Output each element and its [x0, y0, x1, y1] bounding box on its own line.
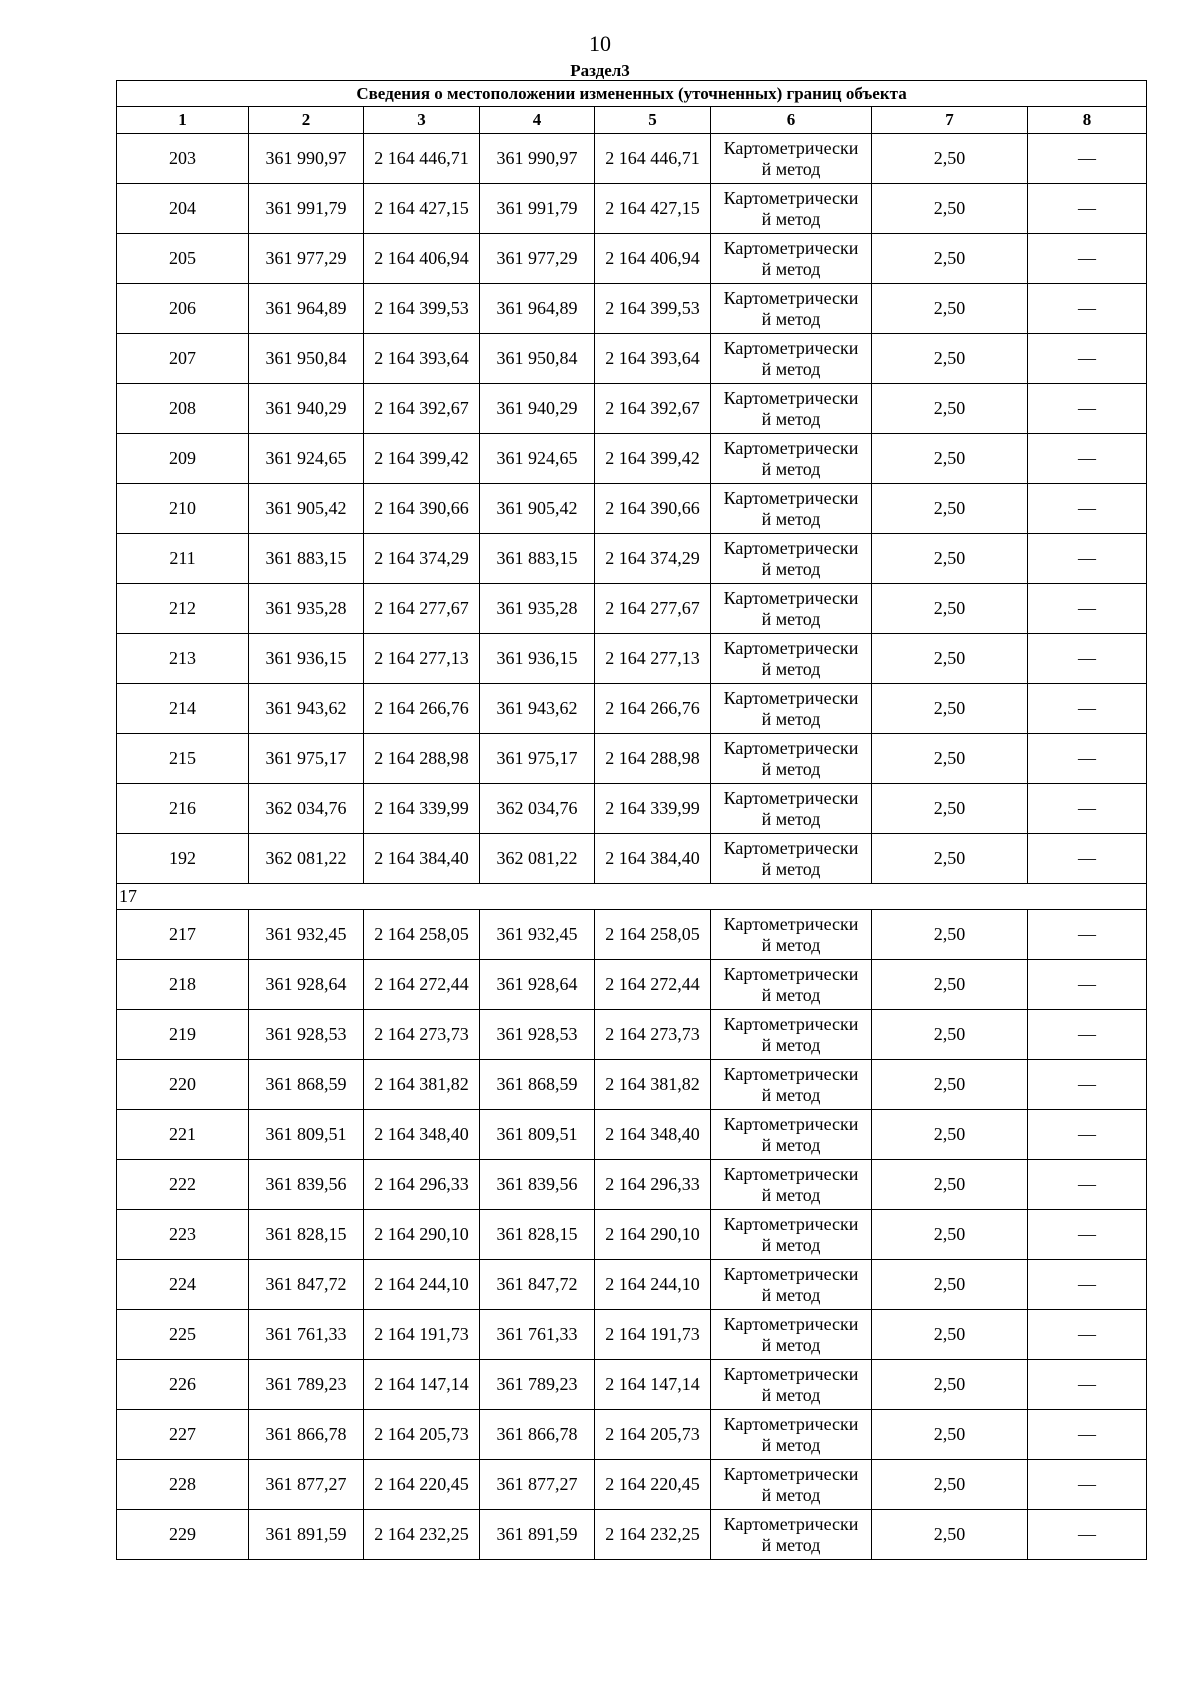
accuracy-cell: 2,50 — [872, 534, 1028, 584]
accuracy-cell: 2,50 — [872, 1310, 1028, 1360]
point-number-cell: 210 — [117, 484, 249, 534]
x-new-cell: 361 789,23 — [480, 1360, 595, 1410]
y-new-cell: 2 164 232,25 — [595, 1510, 711, 1560]
column-number: 8 — [1028, 107, 1147, 134]
note-cell: — — [1028, 1410, 1147, 1460]
note-cell: — — [1028, 434, 1147, 484]
accuracy-cell: 2,50 — [872, 1060, 1028, 1110]
point-number-cell: 211 — [117, 534, 249, 584]
method-cell: Картометрически й метод — [711, 1010, 872, 1060]
column-number: 6 — [711, 107, 872, 134]
x-old-cell: 361 928,64 — [249, 960, 364, 1010]
y-old-cell: 2 164 392,67 — [364, 384, 480, 434]
x-new-cell: 361 877,27 — [480, 1460, 595, 1510]
x-new-cell: 361 964,89 — [480, 284, 595, 334]
table-caption-row — [117, 81, 1147, 107]
x-old-cell: 361 883,15 — [249, 534, 364, 584]
point-number-cell: 192 — [117, 834, 249, 884]
point-number-cell: 205 — [117, 234, 249, 284]
table-row — [117, 334, 1147, 384]
point-number-cell: 227 — [117, 1410, 249, 1460]
accuracy-cell: 2,50 — [872, 1110, 1028, 1160]
table-row — [117, 1160, 1147, 1210]
table-row — [117, 634, 1147, 684]
y-new-cell: 2 164 406,94 — [595, 234, 711, 284]
point-number-cell: 219 — [117, 1010, 249, 1060]
table-row — [117, 834, 1147, 884]
x-old-cell: 361 828,15 — [249, 1210, 364, 1260]
table-row — [117, 234, 1147, 284]
method-cell: Картометрически й метод — [711, 134, 872, 184]
x-old-cell: 361 809,51 — [249, 1110, 364, 1160]
point-number-cell: 224 — [117, 1260, 249, 1310]
note-cell: — — [1028, 1510, 1147, 1560]
y-new-cell: 2 164 348,40 — [595, 1110, 711, 1160]
accuracy-cell: 2,50 — [872, 484, 1028, 534]
table-body-block-1 — [117, 134, 1147, 884]
note-cell: — — [1028, 734, 1147, 784]
y-old-cell: 2 164 290,10 — [364, 1210, 480, 1260]
x-new-cell: 361 975,17 — [480, 734, 595, 784]
y-old-cell: 2 164 384,40 — [364, 834, 480, 884]
method-cell: Картометрически й метод — [711, 1060, 872, 1110]
x-new-cell: 361 940,29 — [480, 384, 595, 434]
table-row — [117, 684, 1147, 734]
table-row — [117, 134, 1147, 184]
x-old-cell: 361 868,59 — [249, 1060, 364, 1110]
x-old-cell: 361 924,65 — [249, 434, 364, 484]
note-cell: — — [1028, 1210, 1147, 1260]
point-number-cell: 220 — [117, 1060, 249, 1110]
y-old-cell: 2 164 147,14 — [364, 1360, 480, 1410]
y-new-cell: 2 164 266,76 — [595, 684, 711, 734]
point-number-cell: 212 — [117, 584, 249, 634]
note-cell: — — [1028, 234, 1147, 284]
x-old-cell: 361 935,28 — [249, 584, 364, 634]
accuracy-cell: 2,50 — [872, 434, 1028, 484]
y-old-cell: 2 164 406,94 — [364, 234, 480, 284]
x-new-cell: 362 081,22 — [480, 834, 595, 884]
x-new-cell: 361 828,15 — [480, 1210, 595, 1260]
note-cell: — — [1028, 960, 1147, 1010]
x-new-cell: 361 868,59 — [480, 1060, 595, 1110]
table-row — [117, 910, 1147, 960]
y-old-cell: 2 164 266,76 — [364, 684, 480, 734]
y-new-cell: 2 164 399,53 — [595, 284, 711, 334]
note-cell: — — [1028, 134, 1147, 184]
column-number: 4 — [480, 107, 595, 134]
method-cell: Картометрически й метод — [711, 584, 872, 634]
x-new-cell: 361 932,45 — [480, 910, 595, 960]
table-row — [117, 184, 1147, 234]
table-row — [117, 534, 1147, 584]
note-cell: — — [1028, 184, 1147, 234]
note-cell: — — [1028, 1060, 1147, 1110]
table-row — [117, 734, 1147, 784]
y-new-cell: 2 164 277,67 — [595, 584, 711, 634]
x-new-cell: 361 839,56 — [480, 1160, 595, 1210]
x-old-cell: 361 990,97 — [249, 134, 364, 184]
point-number-cell: 218 — [117, 960, 249, 1010]
point-number-cell: 222 — [117, 1160, 249, 1210]
accuracy-cell: 2,50 — [872, 1210, 1028, 1260]
x-old-cell: 361 866,78 — [249, 1410, 364, 1460]
point-number-cell: 216 — [117, 784, 249, 834]
table-row — [117, 284, 1147, 334]
y-old-cell: 2 164 339,99 — [364, 784, 480, 834]
x-new-cell: 361 928,53 — [480, 1010, 595, 1060]
x-old-cell: 361 789,23 — [249, 1360, 364, 1410]
y-old-cell: 2 164 399,53 — [364, 284, 480, 334]
y-new-cell: 2 164 191,73 — [595, 1310, 711, 1360]
point-number-cell: 206 — [117, 284, 249, 334]
y-new-cell: 2 164 220,45 — [595, 1460, 711, 1510]
x-new-cell: 361 866,78 — [480, 1410, 595, 1460]
y-old-cell: 2 164 244,10 — [364, 1260, 480, 1310]
y-new-cell: 2 164 393,64 — [595, 334, 711, 384]
point-number-cell: 204 — [117, 184, 249, 234]
x-new-cell: 361 883,15 — [480, 534, 595, 584]
accuracy-cell: 2,50 — [872, 134, 1028, 184]
method-cell: Картометрически й метод — [711, 184, 872, 234]
y-new-cell: 2 164 392,67 — [595, 384, 711, 434]
x-new-cell: 361 977,29 — [480, 234, 595, 284]
y-old-cell: 2 164 205,73 — [364, 1410, 480, 1460]
table-caption: Сведения о местоположении измененных (уточненных) границ объекта — [117, 81, 1147, 107]
accuracy-cell: 2,50 — [872, 1460, 1028, 1510]
accuracy-cell: 2,50 — [872, 1510, 1028, 1560]
x-new-cell: 361 943,62 — [480, 684, 595, 734]
accuracy-cell: 2,50 — [872, 1010, 1028, 1060]
column-number-row — [117, 107, 1147, 134]
y-new-cell: 2 164 381,82 — [595, 1060, 711, 1110]
note-cell: — — [1028, 910, 1147, 960]
x-old-cell: 361 964,89 — [249, 284, 364, 334]
x-old-cell: 361 977,29 — [249, 234, 364, 284]
method-cell: Картометрически й метод — [711, 1110, 872, 1160]
x-old-cell: 361 847,72 — [249, 1260, 364, 1310]
accuracy-cell: 2,50 — [872, 334, 1028, 384]
y-new-cell: 2 164 205,73 — [595, 1410, 711, 1460]
y-new-cell: 2 164 288,98 — [595, 734, 711, 784]
x-new-cell: 362 034,76 — [480, 784, 595, 834]
y-new-cell: 2 164 374,29 — [595, 534, 711, 584]
point-number-cell: 209 — [117, 434, 249, 484]
method-cell: Картометрически й метод — [711, 334, 872, 384]
y-old-cell: 2 164 374,29 — [364, 534, 480, 584]
method-cell: Картометрически й метод — [711, 734, 872, 784]
accuracy-cell: 2,50 — [872, 284, 1028, 334]
table-row — [117, 1460, 1147, 1510]
x-old-cell: 361 950,84 — [249, 334, 364, 384]
point-number-cell: 229 — [117, 1510, 249, 1560]
y-old-cell: 2 164 427,15 — [364, 184, 480, 234]
method-cell: Картометрически й метод — [711, 1160, 872, 1210]
point-number-cell: 228 — [117, 1460, 249, 1510]
table-row — [117, 1310, 1147, 1360]
x-old-cell: 361 877,27 — [249, 1460, 364, 1510]
y-new-cell: 2 164 290,10 — [595, 1210, 711, 1260]
y-new-cell: 2 164 273,73 — [595, 1010, 711, 1060]
note-cell: — — [1028, 684, 1147, 734]
table-row — [117, 1360, 1147, 1410]
accuracy-cell: 2,50 — [872, 1260, 1028, 1310]
note-cell: — — [1028, 1010, 1147, 1060]
x-old-cell: 361 891,59 — [249, 1510, 364, 1560]
accuracy-cell: 2,50 — [872, 734, 1028, 784]
column-number: 7 — [872, 107, 1028, 134]
accuracy-cell: 2,50 — [872, 784, 1028, 834]
point-number-cell: 214 — [117, 684, 249, 734]
method-cell: Картометрически й метод — [711, 434, 872, 484]
point-number-cell: 223 — [117, 1210, 249, 1260]
x-old-cell: 361 839,56 — [249, 1160, 364, 1210]
note-cell: — — [1028, 584, 1147, 634]
y-old-cell: 2 164 390,66 — [364, 484, 480, 534]
x-old-cell: 362 081,22 — [249, 834, 364, 884]
y-new-cell: 2 164 258,05 — [595, 910, 711, 960]
y-new-cell: 2 164 390,66 — [595, 484, 711, 534]
x-new-cell: 361 950,84 — [480, 334, 595, 384]
method-cell: Картометрически й метод — [711, 1510, 872, 1560]
point-number-cell: 225 — [117, 1310, 249, 1360]
x-new-cell: 361 905,42 — [480, 484, 595, 534]
table-row — [117, 784, 1147, 834]
y-old-cell: 2 164 258,05 — [364, 910, 480, 960]
method-cell: Картометрически й метод — [711, 1210, 872, 1260]
note-cell: — — [1028, 284, 1147, 334]
y-old-cell: 2 164 272,44 — [364, 960, 480, 1010]
group-label: 17 — [117, 884, 1147, 910]
x-new-cell: 361 924,65 — [480, 434, 595, 484]
note-cell: — — [1028, 484, 1147, 534]
x-old-cell: 361 928,53 — [249, 1010, 364, 1060]
y-old-cell: 2 164 393,64 — [364, 334, 480, 384]
y-old-cell: 2 164 399,42 — [364, 434, 480, 484]
x-new-cell: 361 847,72 — [480, 1260, 595, 1310]
y-new-cell: 2 164 296,33 — [595, 1160, 711, 1210]
point-number-cell: 213 — [117, 634, 249, 684]
method-cell: Картометрически й метод — [711, 1360, 872, 1410]
table-row — [117, 1060, 1147, 1110]
x-old-cell: 362 034,76 — [249, 784, 364, 834]
x-new-cell: 361 891,59 — [480, 1510, 595, 1560]
y-old-cell: 2 164 446,71 — [364, 134, 480, 184]
note-cell: — — [1028, 784, 1147, 834]
y-old-cell: 2 164 288,98 — [364, 734, 480, 784]
y-new-cell: 2 164 399,42 — [595, 434, 711, 484]
method-cell: Картометрически й метод — [711, 484, 872, 534]
point-number-cell: 207 — [117, 334, 249, 384]
x-old-cell: 361 936,15 — [249, 634, 364, 684]
table-row — [117, 1010, 1147, 1060]
accuracy-cell: 2,50 — [872, 834, 1028, 884]
table-row — [117, 1410, 1147, 1460]
note-cell: — — [1028, 534, 1147, 584]
method-cell: Картометрически й метод — [711, 634, 872, 684]
y-old-cell: 2 164 191,73 — [364, 1310, 480, 1360]
note-cell: — — [1028, 1110, 1147, 1160]
accuracy-cell: 2,50 — [872, 960, 1028, 1010]
note-cell: — — [1028, 334, 1147, 384]
x-old-cell: 361 905,42 — [249, 484, 364, 534]
x-new-cell: 361 935,28 — [480, 584, 595, 634]
accuracy-cell: 2,50 — [872, 684, 1028, 734]
note-cell: — — [1028, 1310, 1147, 1360]
x-new-cell: 361 991,79 — [480, 184, 595, 234]
y-old-cell: 2 164 232,25 — [364, 1510, 480, 1560]
accuracy-cell: 2,50 — [872, 584, 1028, 634]
table-row — [117, 1110, 1147, 1160]
y-old-cell: 2 164 273,73 — [364, 1010, 480, 1060]
column-number: 2 — [249, 107, 364, 134]
y-old-cell: 2 164 277,67 — [364, 584, 480, 634]
accuracy-cell: 2,50 — [872, 234, 1028, 284]
note-cell: — — [1028, 384, 1147, 434]
section-title: Раздел3 — [570, 61, 630, 80]
method-cell: Картометрически й метод — [711, 384, 872, 434]
point-number-cell: 215 — [117, 734, 249, 784]
y-new-cell: 2 164 446,71 — [595, 134, 711, 184]
column-number: 1 — [117, 107, 249, 134]
y-old-cell: 2 164 381,82 — [364, 1060, 480, 1110]
y-new-cell: 2 164 147,14 — [595, 1360, 711, 1410]
table-row — [117, 484, 1147, 534]
x-new-cell: 361 928,64 — [480, 960, 595, 1010]
table-row — [117, 1510, 1147, 1560]
method-cell: Картометрически й метод — [711, 234, 872, 284]
y-old-cell: 2 164 296,33 — [364, 1160, 480, 1210]
accuracy-cell: 2,50 — [872, 1160, 1028, 1210]
accuracy-cell: 2,50 — [872, 184, 1028, 234]
method-cell: Картометрически й метод — [711, 910, 872, 960]
x-old-cell: 361 940,29 — [249, 384, 364, 434]
accuracy-cell: 2,50 — [872, 634, 1028, 684]
x-old-cell: 361 761,33 — [249, 1310, 364, 1360]
table-body-block-2 — [117, 910, 1147, 1560]
page-number: 10 — [589, 31, 611, 56]
point-number-cell: 226 — [117, 1360, 249, 1410]
boundary-coordinates-table — [116, 80, 1147, 1560]
note-cell: — — [1028, 1460, 1147, 1510]
method-cell: Картометрически й метод — [711, 284, 872, 334]
accuracy-cell: 2,50 — [872, 384, 1028, 434]
y-new-cell: 2 164 384,40 — [595, 834, 711, 884]
accuracy-cell: 2,50 — [872, 910, 1028, 960]
accuracy-cell: 2,50 — [872, 1360, 1028, 1410]
x-new-cell: 361 990,97 — [480, 134, 595, 184]
point-number-cell: 208 — [117, 384, 249, 434]
y-new-cell: 2 164 277,13 — [595, 634, 711, 684]
point-number-cell: 217 — [117, 910, 249, 960]
group-block — [117, 884, 1147, 910]
table-row — [117, 1260, 1147, 1310]
y-old-cell: 2 164 220,45 — [364, 1460, 480, 1510]
point-number-cell: 203 — [117, 134, 249, 184]
y-new-cell: 2 164 339,99 — [595, 784, 711, 834]
column-number: 5 — [595, 107, 711, 134]
column-number: 3 — [364, 107, 480, 134]
x-old-cell: 361 975,17 — [249, 734, 364, 784]
y-old-cell: 2 164 348,40 — [364, 1110, 480, 1160]
table-row — [117, 1210, 1147, 1260]
note-cell: — — [1028, 834, 1147, 884]
y-new-cell: 2 164 427,15 — [595, 184, 711, 234]
method-cell: Картометрически й метод — [711, 784, 872, 834]
table-row — [117, 584, 1147, 634]
note-cell: — — [1028, 1160, 1147, 1210]
y-old-cell: 2 164 277,13 — [364, 634, 480, 684]
note-cell: — — [1028, 634, 1147, 684]
group-row — [117, 884, 1147, 910]
method-cell: Картометрически й метод — [711, 1260, 872, 1310]
method-cell: Картометрически й метод — [711, 684, 872, 734]
table-row — [117, 384, 1147, 434]
method-cell: Картометрически й метод — [711, 960, 872, 1010]
note-cell: — — [1028, 1360, 1147, 1410]
x-new-cell: 361 936,15 — [480, 634, 595, 684]
x-new-cell: 361 809,51 — [480, 1110, 595, 1160]
method-cell: Картометрически й метод — [711, 834, 872, 884]
method-cell: Картометрически й метод — [711, 1460, 872, 1510]
method-cell: Картометрически й метод — [711, 1410, 872, 1460]
method-cell: Картометрически й метод — [711, 1310, 872, 1360]
x-old-cell: 361 943,62 — [249, 684, 364, 734]
method-cell: Картометрически й метод — [711, 534, 872, 584]
x-old-cell: 361 932,45 — [249, 910, 364, 960]
note-cell: — — [1028, 1260, 1147, 1310]
accuracy-cell: 2,50 — [872, 1410, 1028, 1460]
x-new-cell: 361 761,33 — [480, 1310, 595, 1360]
y-new-cell: 2 164 272,44 — [595, 960, 711, 1010]
point-number-cell: 221 — [117, 1110, 249, 1160]
y-new-cell: 2 164 244,10 — [595, 1260, 711, 1310]
table-row — [117, 434, 1147, 484]
table-row — [117, 960, 1147, 1010]
x-old-cell: 361 991,79 — [249, 184, 364, 234]
